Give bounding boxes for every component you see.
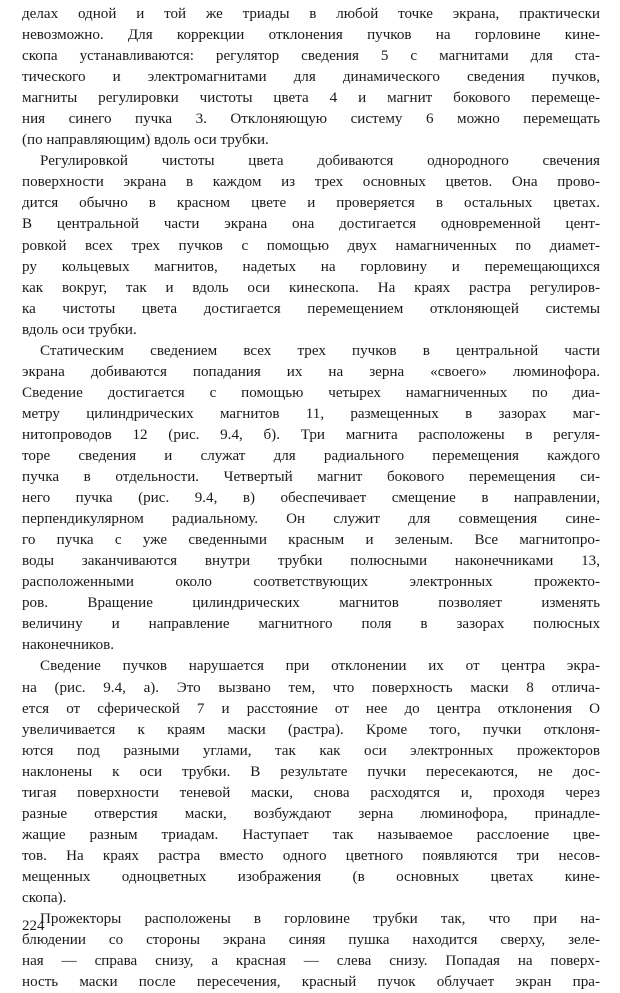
text-line: блюдении со стороны экрана синяя пушка находится сверху, зеле-: [22, 932, 600, 949]
text-line: скопа устанавливаются: регулятор сведения 5 с магнитами для ста-: [22, 48, 600, 65]
text-line: магниты регулировки чистоты цвета 4 и магнит бокового перемеще-: [22, 90, 600, 107]
paragraph-5: [22, 909, 600, 993]
text-line: В центральной части экрана она достигается одновременной цент-: [22, 216, 600, 233]
text-line: экрана добиваются попадания их на зерна «своего» люминофора.: [22, 363, 600, 380]
page-number: 224: [22, 918, 45, 934]
text-line: как вокруг, так и вдоль оси кинескопа. На краях растра регулиров-: [22, 279, 600, 296]
text-line: Сведение достигается с помощью четырех намагниченных по диа-: [22, 384, 600, 401]
text-line: невозможно. Для коррекции отклонения пучков на горловине кине-: [22, 27, 600, 44]
text-line: тигая поверхности теневой маски, снова расходятся и, проходя через: [22, 784, 600, 801]
text-line: жащие разным триадам. Наступает так называемое расслоение цве-: [22, 826, 600, 843]
paragraph-3: [22, 341, 600, 657]
text-line: наконечников.: [22, 637, 115, 654]
text-line: делах одной и той же триады в любой точке экрана, практически: [22, 6, 600, 22]
book-page-text: [22, 4, 600, 993]
text-line: ка чистоты цвета достигается перемещением отклоняющей системы: [22, 300, 600, 317]
text-line: ру кольцевых магнитов, надетых на горловину и перемещающихся: [22, 258, 600, 275]
text-line: вдоль оси трубки.: [22, 321, 137, 338]
text-line: тического и электромагнитами для динамического сведения пучков,: [22, 69, 600, 86]
paragraph-4: [22, 656, 600, 909]
text-line: на (рис. 9.4, а). Это вызвано тем, что поверхность маски 8 отлича-: [22, 679, 600, 696]
text-line: мещенных одноцветных изображения (в основных цветах кине-: [22, 868, 600, 885]
text-line: увеличивается к краям маски (растра). Кроме того, пучки отклоня-: [22, 721, 600, 738]
text-line: го пучка с уже сведенными красным и зеленым. Все магнитопро-: [22, 532, 600, 549]
text-line: Регулировкой чистоты цвета добиваются однородного свечения: [40, 153, 600, 170]
text-line: ность маски после пересечения, красный пучок облучает экран пра-: [22, 974, 600, 991]
text-line: него пучка (рис. 9.4, в) обеспечивает смещение в направлении,: [22, 490, 600, 507]
paragraph-2: [22, 151, 600, 340]
text-line: торе сведения и служат для радиального перемещения каждого: [22, 447, 600, 464]
text-line: ровкой всех трех пучков с помощью двух намагниченных по диамет-: [22, 237, 600, 254]
paragraph-1: [22, 4, 600, 151]
text-line: наклонены к оси трубки. В результате пучки пересекаются, не дос-: [22, 763, 600, 780]
text-line: тов. На краях растра вместо одного цветного появляются три несов-: [22, 847, 600, 864]
text-line: ется от сферической 7 и расстояние от нее до центра отклонения О: [22, 700, 600, 717]
text-line: дится обычно в красном цвете и проверяется в остальных цветах.: [22, 195, 600, 212]
text-line: Статическим сведением всех трех пучков в центральной части: [40, 342, 600, 359]
text-line: разные отверстия маски, возбуждают зерна люминофора, принадле-: [22, 805, 600, 822]
text-line: поверхности экрана в каждом из трех основных цветов. Она прово-: [22, 174, 600, 191]
text-line: метру цилиндрических магнитов 11, размещенных в зазорах маг-: [22, 405, 600, 422]
text-line: перпендикулярном радиальному. Он служит для совмещения сине-: [22, 511, 600, 528]
text-line: Прожекторы расположены в горловине трубки так, что при на-: [40, 911, 600, 928]
text-line: расположенными около соответствующих электронных прожекто-: [22, 574, 600, 591]
text-line: (по направляющим) вдоль оси трубки.: [22, 132, 269, 149]
text-line: ются под разными углами, так как оси электронных прожекторов: [22, 742, 600, 759]
text-line: скопа).: [22, 889, 67, 906]
text-line: величину и направление магнитного поля в зазорах полюсных: [22, 616, 600, 633]
text-line: воды заканчиваются внутри трубки полюсными наконечниками 13,: [22, 553, 600, 570]
text-line: ная — справа снизу, а красная — слева снизу. Попадая на поверх-: [22, 953, 600, 970]
text-line: ров. Вращение цилиндрических магнитов позволяет изменять: [22, 595, 600, 612]
text-line: ния синего пучка 3. Отклоняющую систему 6 можно перемещать: [22, 111, 600, 128]
text-line: Сведение пучков нарушается при отклонении их от центра экра-: [40, 658, 600, 675]
text-line: пучка в отдельности. Четвертый магнит бокового перемещения си-: [22, 469, 600, 486]
text-line: нитопроводов 12 (рис. 9.4, б). Три магнита расположены в регуля-: [22, 426, 600, 443]
